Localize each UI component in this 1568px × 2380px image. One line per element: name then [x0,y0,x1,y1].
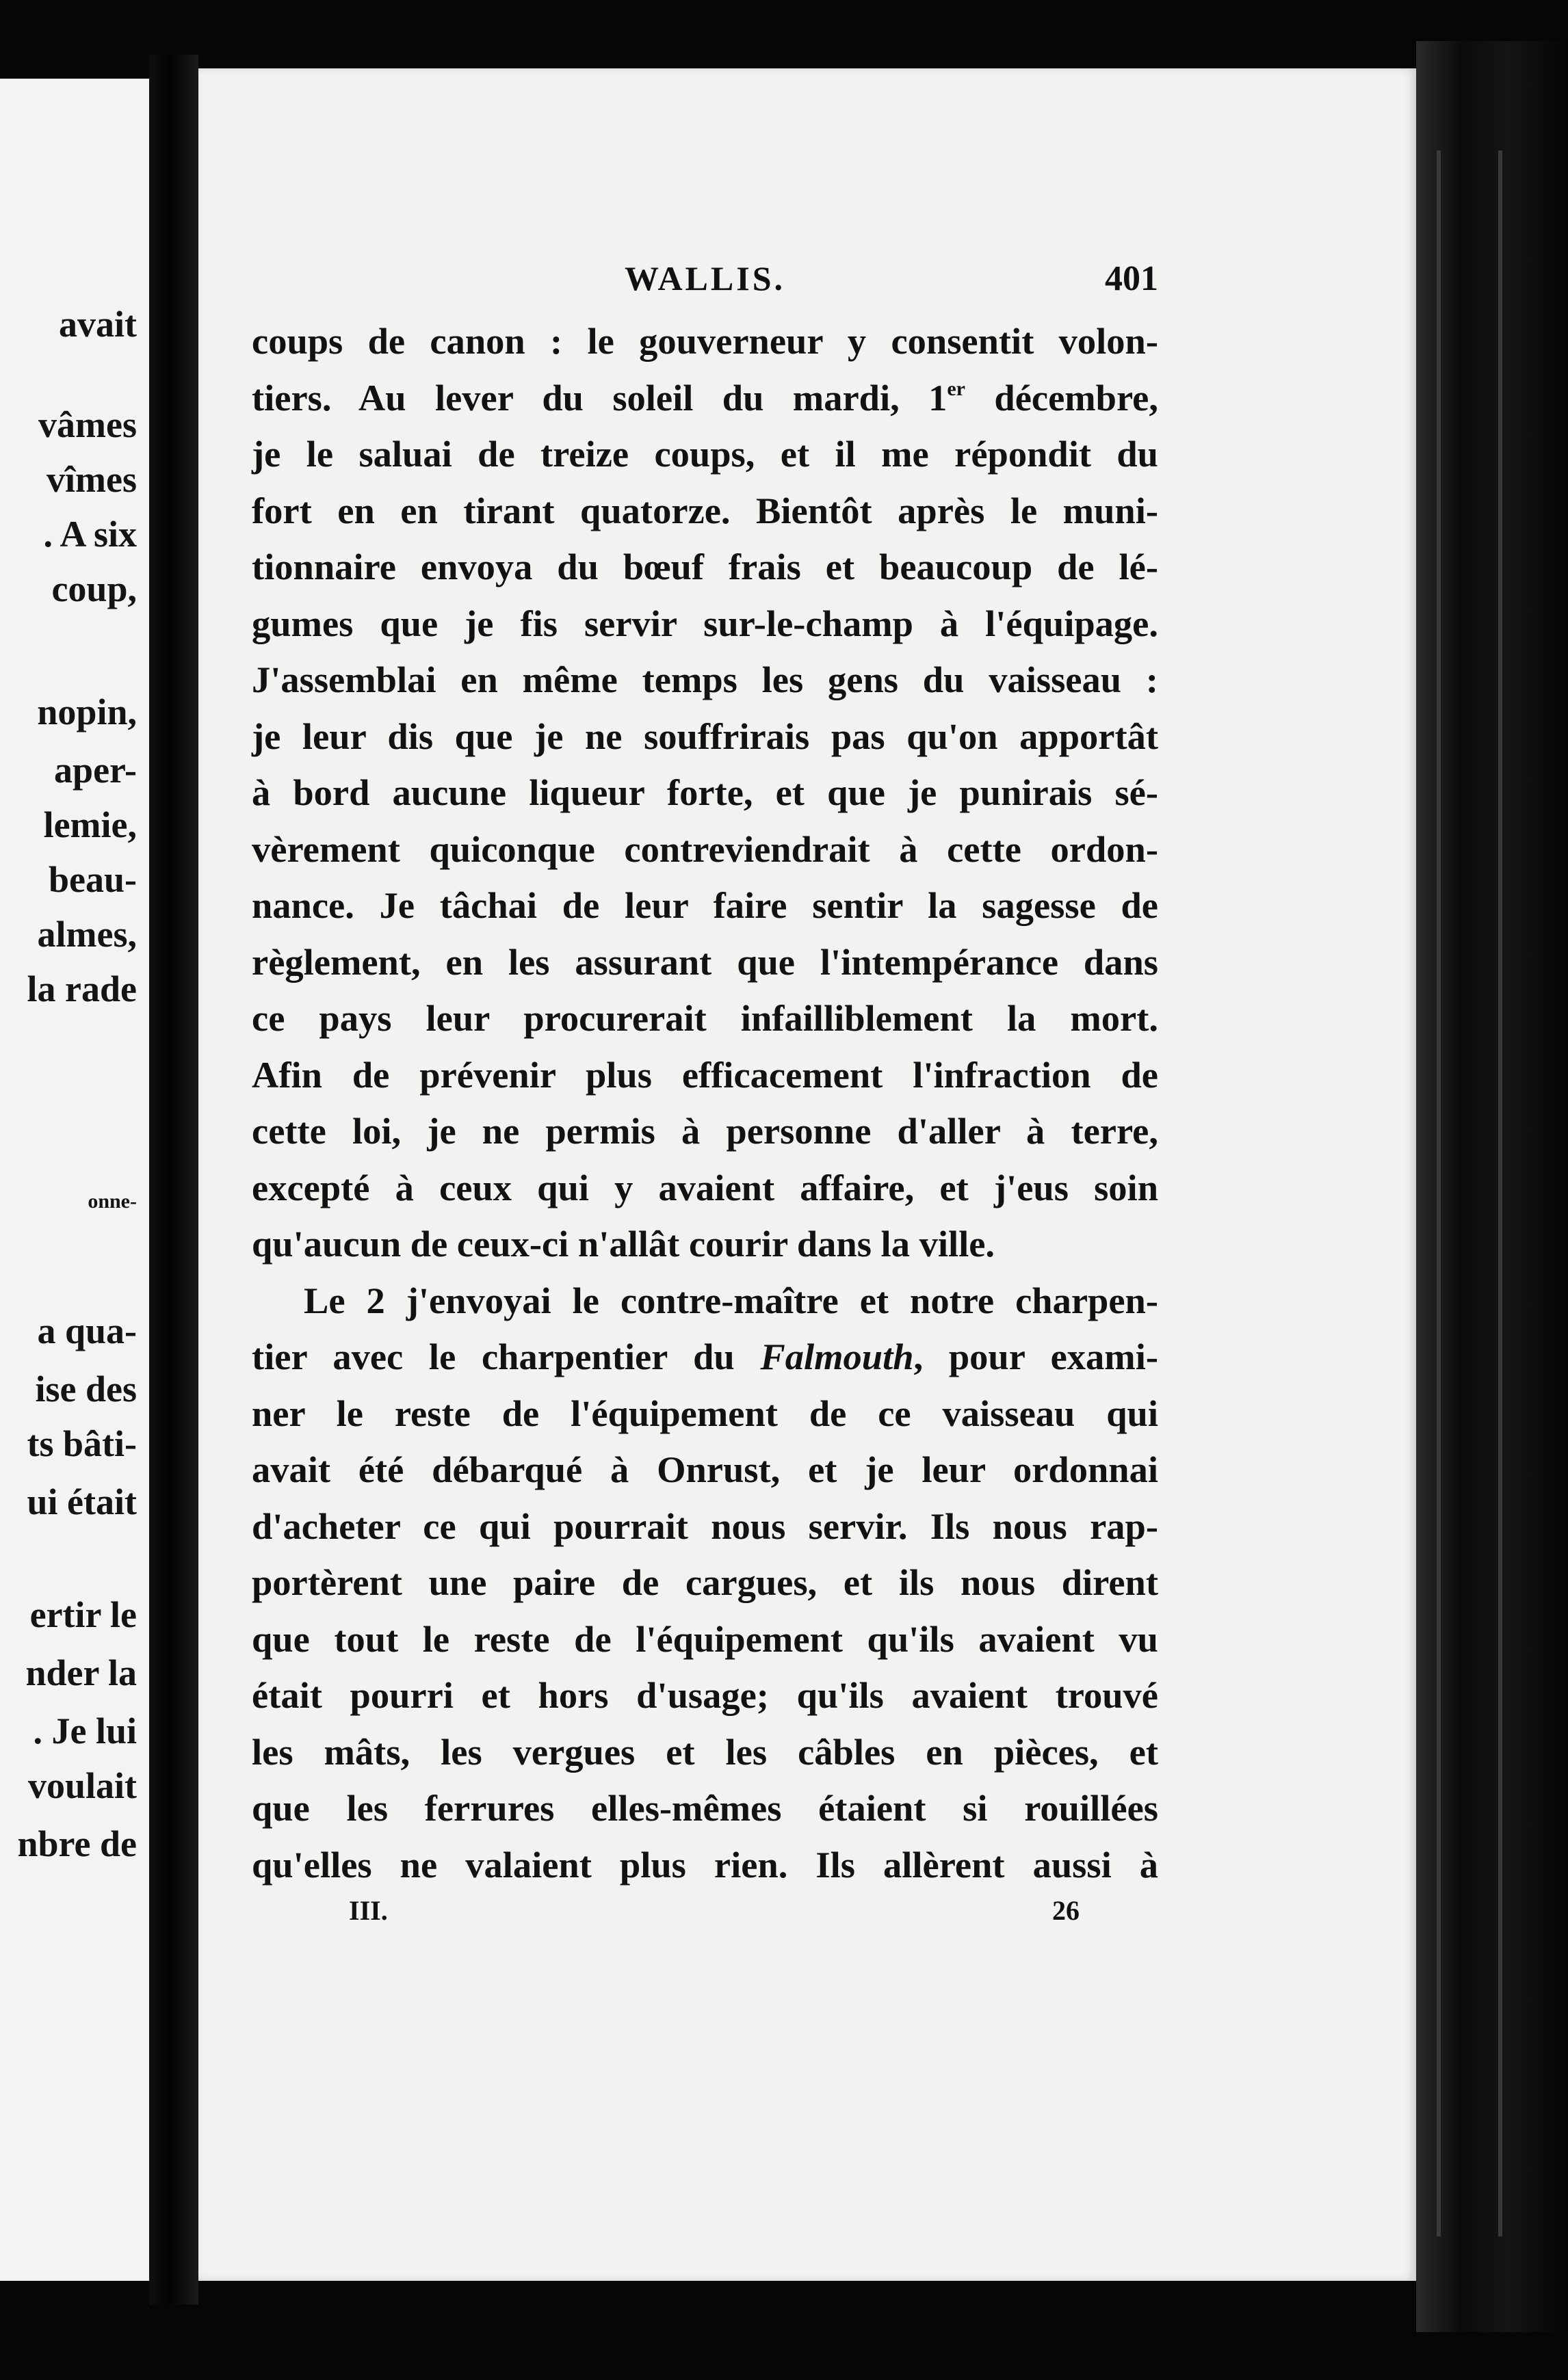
text-line-21: avait été débarqué à Onrust, et je leur ordonnai [252,1449,1158,1490]
date-month: décembre, [994,376,1158,419]
left-line-7: aper- [54,750,137,791]
date-day: 1 [928,376,948,419]
previous-page-fragment [0,79,149,2281]
left-line-8: lemie, [43,804,137,845]
text-line-20: ner le reste de l'équipement de ce vaisseau qui [252,1392,1158,1434]
text-line-18: Le 2 j'envoyai le contre-maître et notre charpen- [304,1279,1158,1321]
left-line-15: ts bâti- [27,1423,137,1464]
text-line-19-start: tier avec le charpentier du [252,1336,735,1377]
left-line-14: ise des [35,1368,137,1410]
text-line-24: que tout le reste de l'équipement qu'ils avaient vu [252,1617,1158,1660]
left-line-2: vâmes [38,404,137,445]
text-line-28: qu'elles ne valaient plus rien. Ils allèrent aussi à [252,1843,1158,1886]
page-footer [252,1894,1158,1935]
left-line-1: avait [59,304,137,345]
text-line-5: tionnaire envoya du bœuf frais et beaucoup de lé- [252,546,1158,587]
text-line-10: vèrement quiconque contreviendrait à cette ordon- [252,828,1158,870]
text-line-27: que les ferrures elles-mêmes étaient si rouillées [252,1787,1158,1829]
text-line-15: cette loi, je ne permis à personne d'aller à terre, [252,1110,1158,1152]
text-line-4: fort en en tirant quatorze. Bientôt après le muni- [252,489,1158,531]
text-line-14: Afin de prévenir plus efficacement l'infraction de [252,1053,1158,1096]
text-line-2-start: tiers. Au lever du soleil du mardi, [252,376,900,419]
ship-name: Falmouth [760,1336,914,1377]
text-line-23: portèrent une paire de cargues, et ils nous dirent [252,1561,1158,1603]
text-line-8: je leur dis que je ne souffrirais pas qu'on apportât [252,715,1158,757]
left-line-16: ui était [27,1481,137,1522]
text-line-2 [252,370,1158,427]
book-spine-gutter [149,55,198,2305]
left-line-13: a qua- [37,1310,137,1351]
text-line-22: d'acheter ce qui pourrait nous servir. Ils nous rap- [252,1505,1158,1547]
text-line-25: était pourri et hors d'usage; qu'ils avaient trouvé [252,1674,1158,1716]
left-line-11: la rade [27,968,137,1009]
text-line-6: gumes que je fis servir sur-le-champ à l'équipage. [252,602,1158,644]
page-number: 401 [1105,259,1158,298]
left-line-20: voulait [27,1765,137,1806]
left-line-17: ertir le [29,1594,137,1635]
left-line-21: nbre de [17,1823,137,1864]
text-line-3: je le saluai de treize coups, et il me répondit du [252,433,1158,475]
volume-number: III. [349,1895,388,1926]
signature-mark: 26 [1052,1895,1080,1926]
left-line-18: nder la [25,1652,137,1693]
body-text [252,313,1158,1893]
text-line-19-end: , pour exami- [913,1336,1158,1377]
text-line-19 [252,1329,1158,1386]
left-line-19: . Je lui [33,1710,137,1751]
left-line-12: onne- [88,1190,137,1213]
text-line-9: à bord aucune liqueur forte, et que je punirais sé- [252,771,1158,813]
text-line-12: règlement, en les assurant que l'intempérance dans [252,940,1158,983]
left-line-6: nopin, [37,691,137,732]
text-line-7: J'assemblai en même temps les gens du vaisseau : [252,659,1158,700]
text-line-11: nance. Je tâchai de leur faire sentir la sagesse de [252,884,1158,926]
left-line-9: beau- [48,859,137,900]
running-header [252,259,1158,306]
left-line-5: coup, [51,568,137,609]
text-line-16: excepté à ceux qui y avaient affaire, et j'eus soin [252,1166,1158,1208]
text-line-13: ce pays leur procurerait infailliblement la mort. [252,997,1158,1039]
text-line-17: qu'aucun de ceux-ci n'allât courir dans la ville. [252,1223,995,1265]
date-ordinal: er [947,377,965,400]
left-line-4: . A six [43,514,137,555]
running-title: WALLIS. [624,259,786,298]
text-line-1: coups de canon : le gouverneur y consentit volon- [252,320,1158,362]
left-line-3: vîmes [47,459,137,500]
text-line-26: les mâts, les vergues et les câbles en pièces, et [252,1730,1158,1773]
book-edge [1416,41,1568,2332]
left-line-10: almes, [37,914,137,955]
